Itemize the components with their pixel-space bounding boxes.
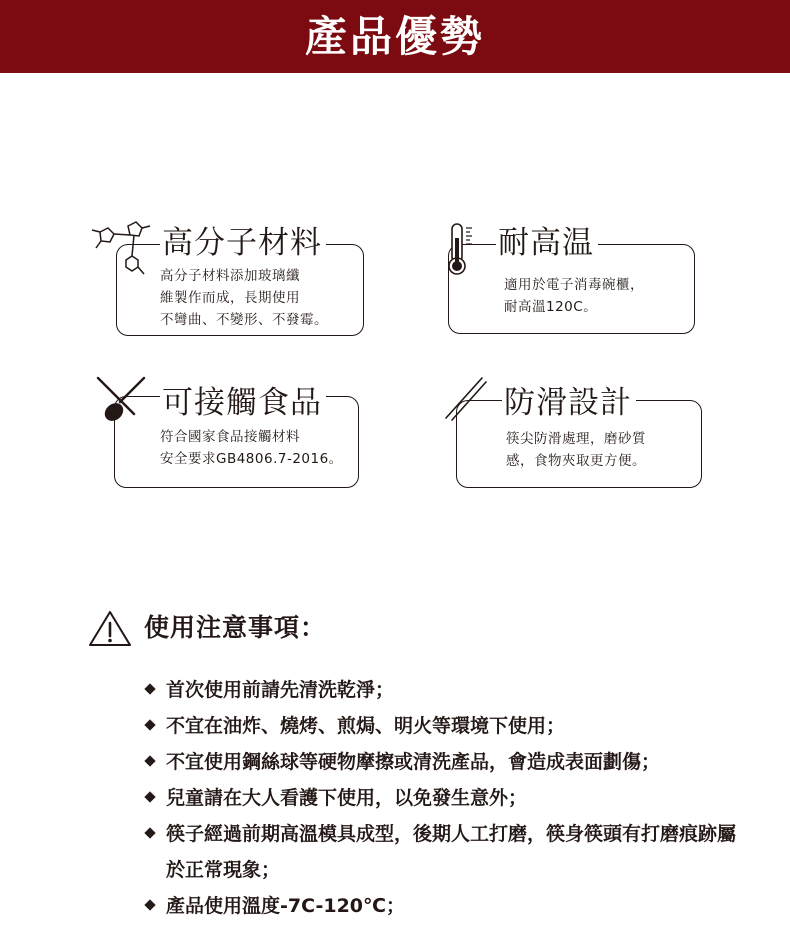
list-item [146,780,746,816]
feature-description [506,428,646,472]
feature-description [160,265,328,331]
feature-desc-line: 耐高溫120C。 [504,299,598,315]
list-item [146,672,746,708]
chopsticks-icon [442,374,488,424]
feature-description [504,274,644,318]
header-banner [0,0,790,73]
feature-title: 防滑設計 [502,385,636,421]
diamond-bullet-icon [144,683,155,694]
feature-desc-line: 安全要求GB4806.7-2016。 [160,451,343,467]
list-item [146,816,741,888]
notice-item-text: 兒童請在大人看護下使用，以免發生意外； [166,787,528,809]
feature-title: 可接觸食品 [160,385,326,421]
feature-desc-line: 符合國家食品接觸材料 [160,429,300,445]
thermometer-icon [444,222,478,278]
notice-item-text: 產品使用溫度-7C-120℃； [166,895,406,917]
diamond-bullet-icon [144,899,155,910]
feature-polymer-material [88,220,368,340]
feature-desc-line: 高分子材料添加玻璃纖 [160,268,300,284]
feature-desc-line: 感，食物夾取更方便。 [506,453,646,469]
notice-list [146,672,746,924]
notice-item-text: 不宜使用鋼絲球等硬物摩擦或清洗產品，會造成表面劃傷； [166,751,661,773]
feature-title: 耐高温 [496,225,598,261]
list-item [146,744,746,780]
diamond-bullet-icon [144,791,155,802]
spoon-chopsticks-icon [94,374,148,426]
feature-desc-line: 維製作而成，長期使用 [160,290,300,306]
feature-desc-line: 不彎曲、不變形、不發霉。 [160,312,328,328]
feature-description [160,426,343,470]
notice-title: 使用注意事項： [144,613,327,642]
diamond-bullet-icon [144,827,155,838]
notice-item-text: 首次使用前請先清洗乾淨； [166,679,395,701]
feature-desc-line: 適用於電子消毒碗櫃， [504,277,644,293]
page-title: 產品優勢 [304,12,485,61]
warning-icon [88,610,132,648]
feature-food-contact [88,370,368,492]
diamond-bullet-icon [144,719,155,730]
feature-heat-resistant [440,220,700,340]
notice-item-text: 不宜在油炸、燒烤、煎焗、明火等環境下使用； [166,715,566,737]
molecule-icon [88,220,160,278]
feature-anti-slip [440,370,705,492]
diamond-bullet-icon [144,755,155,766]
list-item [146,888,746,924]
feature-title: 高分子材料 [160,225,326,261]
notice-item-text: 筷子經過前期高溫模具成型，後期人工打磨，筷身筷頭有打磨痕跡屬於正常現象； [166,823,737,881]
feature-desc-line: 筷尖防滑處理，磨砂質 [506,431,646,447]
list-item [146,708,746,744]
